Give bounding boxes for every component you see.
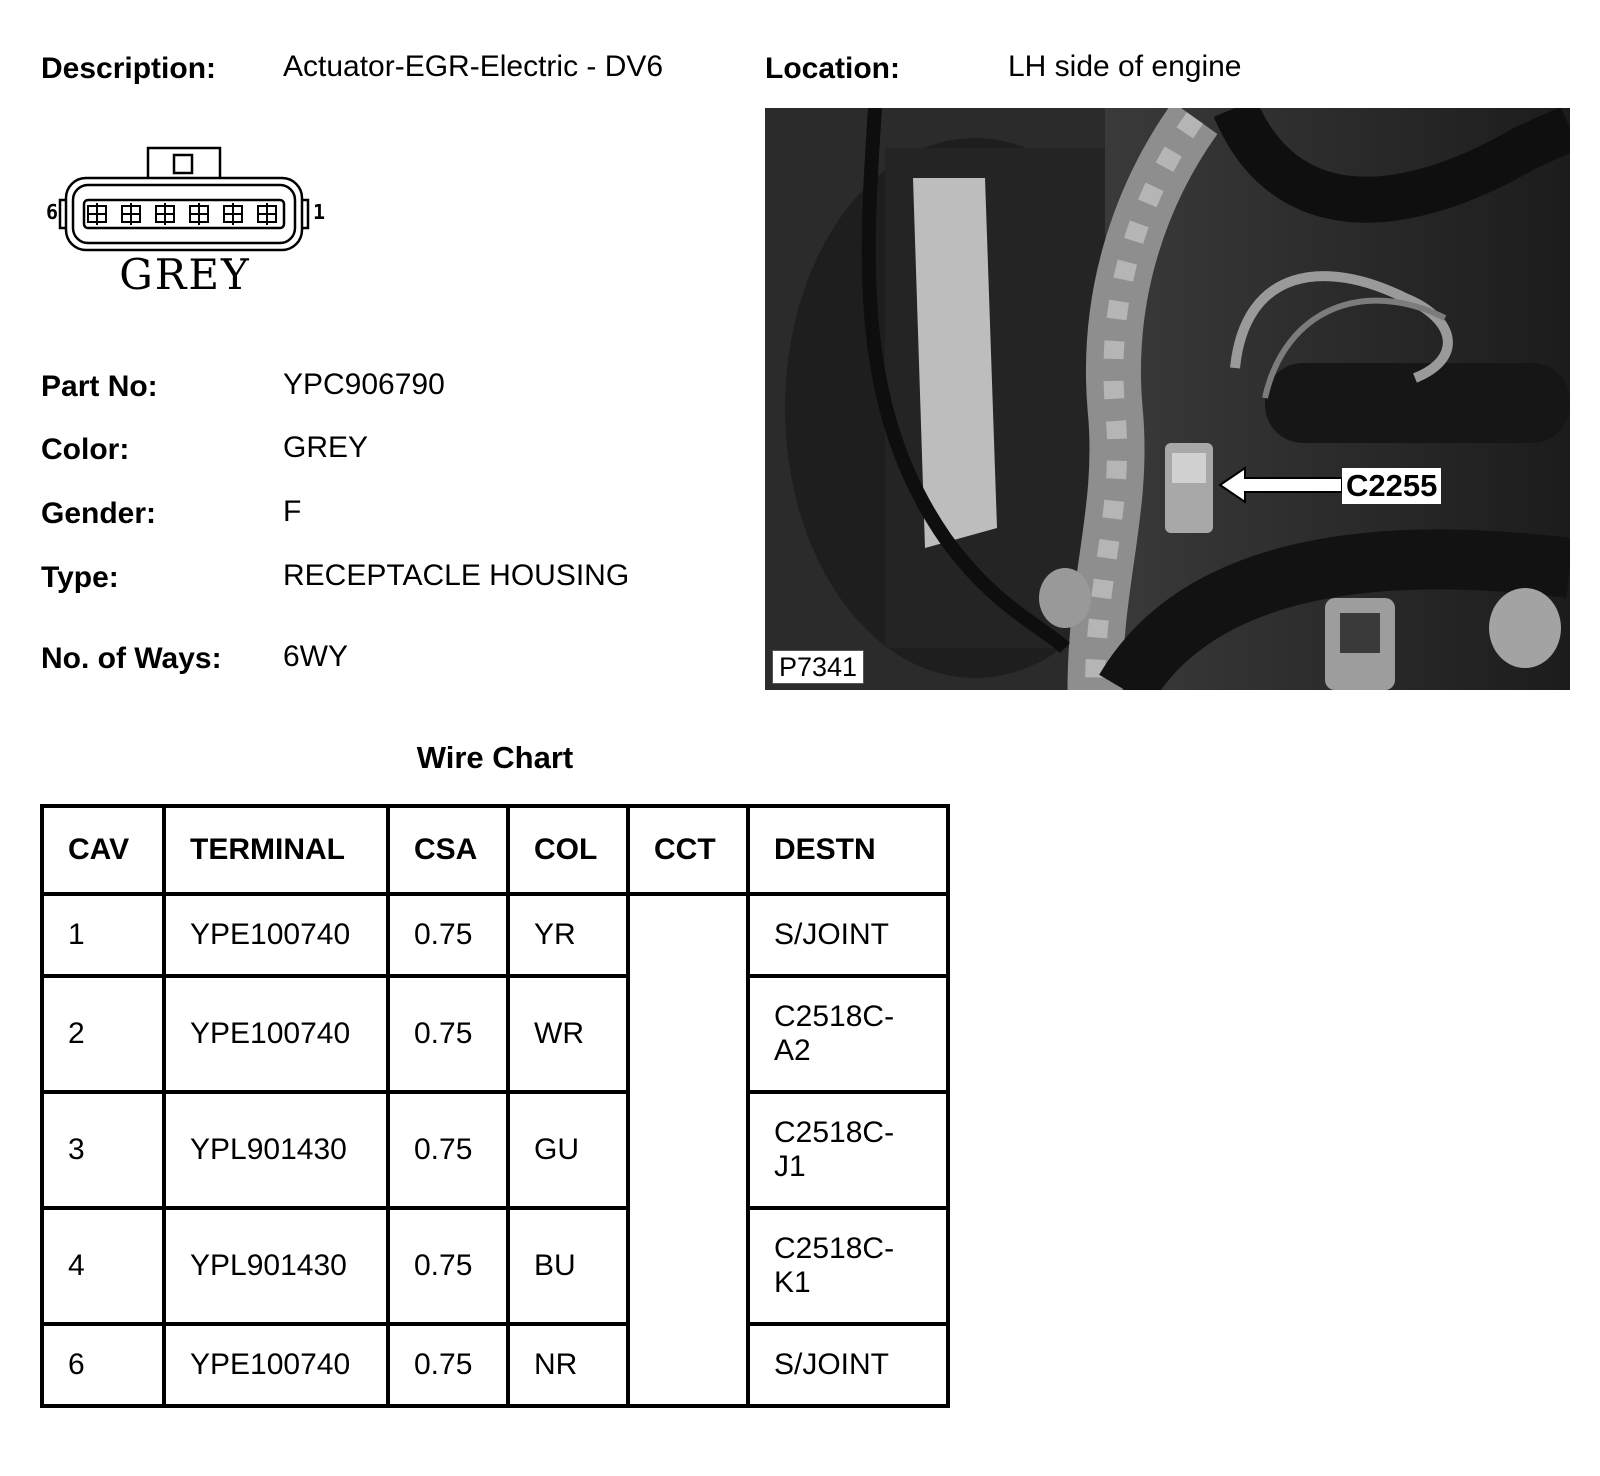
terminal-cell: YPE100740 (164, 1324, 388, 1406)
table-header-row (42, 806, 948, 894)
destn-line-1: S/JOINT (774, 1348, 890, 1381)
location-value: LH side of engine (1008, 50, 1242, 83)
col-cell: NR (508, 1324, 628, 1406)
terminal-cell: YPE100740 (164, 976, 388, 1092)
wire-chart-table (40, 804, 950, 1408)
destn-line-1: C2518C- (774, 1000, 895, 1033)
destn-line-1: C2518C- (774, 1232, 895, 1265)
connector-callout-label: C2255 (1342, 468, 1441, 504)
header-cct: CCT (628, 806, 748, 894)
description-label: Description: (41, 52, 217, 85)
description-value: Actuator-EGR-Electric - DV6 (283, 50, 664, 83)
col-cell: BU (508, 1208, 628, 1324)
header-destn: DESTN (748, 806, 948, 894)
terminal-cell: YPL901430 (164, 1092, 388, 1208)
destn-cell (748, 1092, 948, 1208)
cav-cell: 1 (42, 894, 164, 976)
color-value: GREY (283, 431, 369, 464)
ways-value: 6WY (283, 640, 349, 673)
csa-cell: 0.75 (388, 894, 508, 976)
location-photo (765, 108, 1570, 690)
csa-cell: 0.75 (388, 1092, 508, 1208)
pin-number-right: 1 (313, 200, 326, 224)
cct-cell (628, 894, 748, 1406)
connector-color-caption: GREY (119, 250, 251, 299)
cav-cell: 6 (42, 1324, 164, 1406)
header-terminal: TERMINAL (164, 806, 388, 894)
header-cav: CAV (42, 806, 164, 894)
cav-cell: 3 (42, 1092, 164, 1208)
destn-cell (748, 894, 948, 976)
terminal-cell: YPE100740 (164, 894, 388, 976)
table-row (42, 1092, 948, 1208)
connector-diagram (40, 138, 340, 308)
connector-face-icon (40, 138, 340, 258)
col-cell: YR (508, 894, 628, 976)
destn-line-1: S/JOINT (774, 918, 890, 951)
table-row (42, 976, 948, 1092)
destn-line-2: J1 (774, 1150, 806, 1183)
destn-line-2: A2 (774, 1034, 811, 1067)
csa-cell: 0.75 (388, 1208, 508, 1324)
destn-cell (748, 976, 948, 1092)
pin-number-left: 6 (46, 200, 59, 224)
type-label: Type: (41, 561, 119, 594)
destn-cell (748, 1324, 948, 1406)
terminal-cell: YPL901430 (164, 1208, 388, 1324)
gender-value: F (283, 495, 302, 528)
ways-label: No. of Ways: (41, 642, 222, 675)
gender-label: Gender: (41, 497, 157, 530)
cav-cell: 2 (42, 976, 164, 1092)
header-col: COL (508, 806, 628, 894)
wire-chart-title: Wire Chart (416, 740, 574, 775)
col-cell: WR (508, 976, 628, 1092)
destn-cell (748, 1208, 948, 1324)
part-no-value: YPC906790 (283, 368, 445, 401)
table-row (42, 894, 948, 976)
csa-cell: 0.75 (388, 976, 508, 1092)
header-csa: CSA (388, 806, 508, 894)
photo-reference-label: P7341 (772, 650, 864, 684)
type-value: RECEPTACLE HOUSING (283, 559, 630, 592)
location-label: Location: (765, 52, 900, 85)
destn-line-2: K1 (774, 1266, 811, 1299)
color-label: Color: (41, 433, 130, 466)
part-no-label: Part No: (41, 370, 158, 403)
cav-cell: 4 (42, 1208, 164, 1324)
destn-line-1: C2518C- (774, 1116, 895, 1149)
engine-photo-illustration (765, 108, 1570, 690)
col-cell: GU (508, 1092, 628, 1208)
csa-cell: 0.75 (388, 1324, 508, 1406)
table-row (42, 1324, 948, 1406)
table-row (42, 1208, 948, 1324)
